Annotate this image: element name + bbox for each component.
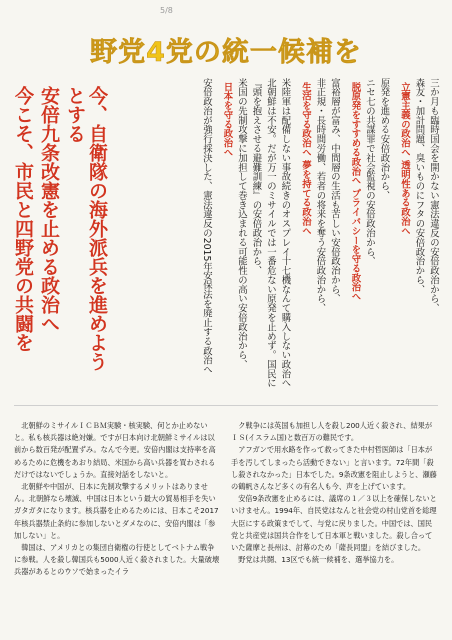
red-slogan-3: 今こそ、市民と四野党の共闘を [12, 86, 34, 352]
paragraph: 韓国は、アメリカとの集団自衛権の行使としてベトナム戦争に参戦。人を殺し韓国兵も5000人近く殺されました。大量破壊兵器があるとのウソで始まったイラ [14, 543, 220, 577]
vertical-block [397, 78, 441, 408]
vertical-line: 安倍政治が強行採決した、憲法違反の2015年安保法を廃止する政治へ [201, 78, 212, 375]
vertical-line: 『頭を抱えさせる避難訓練』の安倍政治から、 [250, 78, 262, 276]
vertical-line: 非正規・長時間労働、若者の将来を奪う安倍政治から、 [314, 78, 326, 313]
vertical-text-section [110, 78, 440, 408]
vertical-line: 原発を進める安倍政治から、 [378, 78, 390, 201]
vertical-block [199, 78, 214, 408]
red-slogan-small: 脱原発をすすめる政治へ プライバシーを守る政治へ [349, 82, 361, 302]
paragraph: 野党は共闘、13区でも統一候補を、選挙協力を。 [238, 555, 399, 565]
vertical-block [347, 78, 391, 408]
vertical-line: 三か月も臨時国会を開かない憲法違反の安倍政治から、 [428, 78, 439, 313]
page-title: 野党4党の統一候補を [90, 37, 362, 68]
red-slogan-small: 日本を守る政治へ [221, 82, 233, 158]
paragraph: アフガンで用水路を作って救ってきた中村哲医師は「日本が手を汚してしまったら活動できない」と言います。72年間「殺し殺されなかった」日本でした。9条改憲を阻止しようと、瀬藤の鶴帆さんなど多くの有名人も今、声を上げています。 [231, 445, 437, 492]
horizontal-text-section [14, 420, 438, 632]
vertical-line: ニセ七の共謀罪で社会監視の安倍政治から、 [364, 78, 375, 266]
paragraph: 安倍9条改憲を止めるには、議席の１／３以上を確保しないといけません。1994年、自民党はなんと社会党の村山党首を総理大臣にする政策までして、与党に戻りました。中国では、国民党と共産党は国共合作をして日本軍と戦いました。殺し合っていた薩摩と長州は、討幕のため「薩長同盟」を結びました。 [231, 494, 437, 553]
red-slogan-1: 今、自衛隊の海外派兵を進めようとする [64, 86, 108, 371]
red-slogan-2: 安倍九条改憲を止める政治へ [38, 86, 60, 333]
red-slogan-small: 立憲主義の政治へ 透明性ある政治へ [399, 82, 410, 236]
vertical-block [298, 78, 342, 408]
vertical-line: 米陸軍は配備しない事故続きのオスプレイ十七機なんて購入しない政治へ [279, 78, 291, 388]
page-stamp: 5/8 [160, 6, 173, 15]
paragraph: 北朝鮮のミサイルＩＣＢＭ実験・核実験、何とか止めないと。私も核兵器は絶対嫌。ですが日本向け北朝鮮ミサイルは以前から数百発が配置ずみ。なんで今更。安倍内閣は支持率を高めるために危機をあおり結局、米国から高い兵器を買わされるだけではないでしょうか。直接対話をしないと。 [14, 421, 216, 479]
vertical-line: 北朝鮮は不安。だが万一のミサイルでは一番危ない原発を止めず。国民に [265, 78, 276, 388]
text-column-left [14, 420, 221, 632]
vertical-line: 森友・加計問題、臭いものにフタの安倍政治から、 [413, 78, 425, 294]
paragraph: 北朝鮮や中国が、日本に先制攻撃するメリットはありません。北朝鮮なら壊滅、中国は日本という最大の貿易相手を失いガタガタになります。核兵器を止めるためには、日本こそ2017年核兵器禁止条約に参加しないとダメなのに、安倍内閣は「参加しない」と。 [14, 482, 219, 540]
text-column-right [231, 420, 438, 632]
section-divider [14, 405, 438, 406]
red-slogan-small: 生活を守る政治へ 夢を持てる政治へ [300, 82, 311, 236]
red-slogan-section [8, 86, 108, 386]
vertical-block [219, 78, 292, 408]
vertical-line: 富裕層が富み、中間層の生活も苦しい安倍政治から、 [329, 78, 340, 304]
vertical-line: 米国の先制攻撃に加担して巻き込まれる可能性の高い安倍政治から、 [236, 78, 247, 370]
paragraph: ク戦争には英国も加担し人を殺し200人近く殺され、結果がＩＳ(イスラム国)と数百万の難民です。 [231, 421, 433, 443]
